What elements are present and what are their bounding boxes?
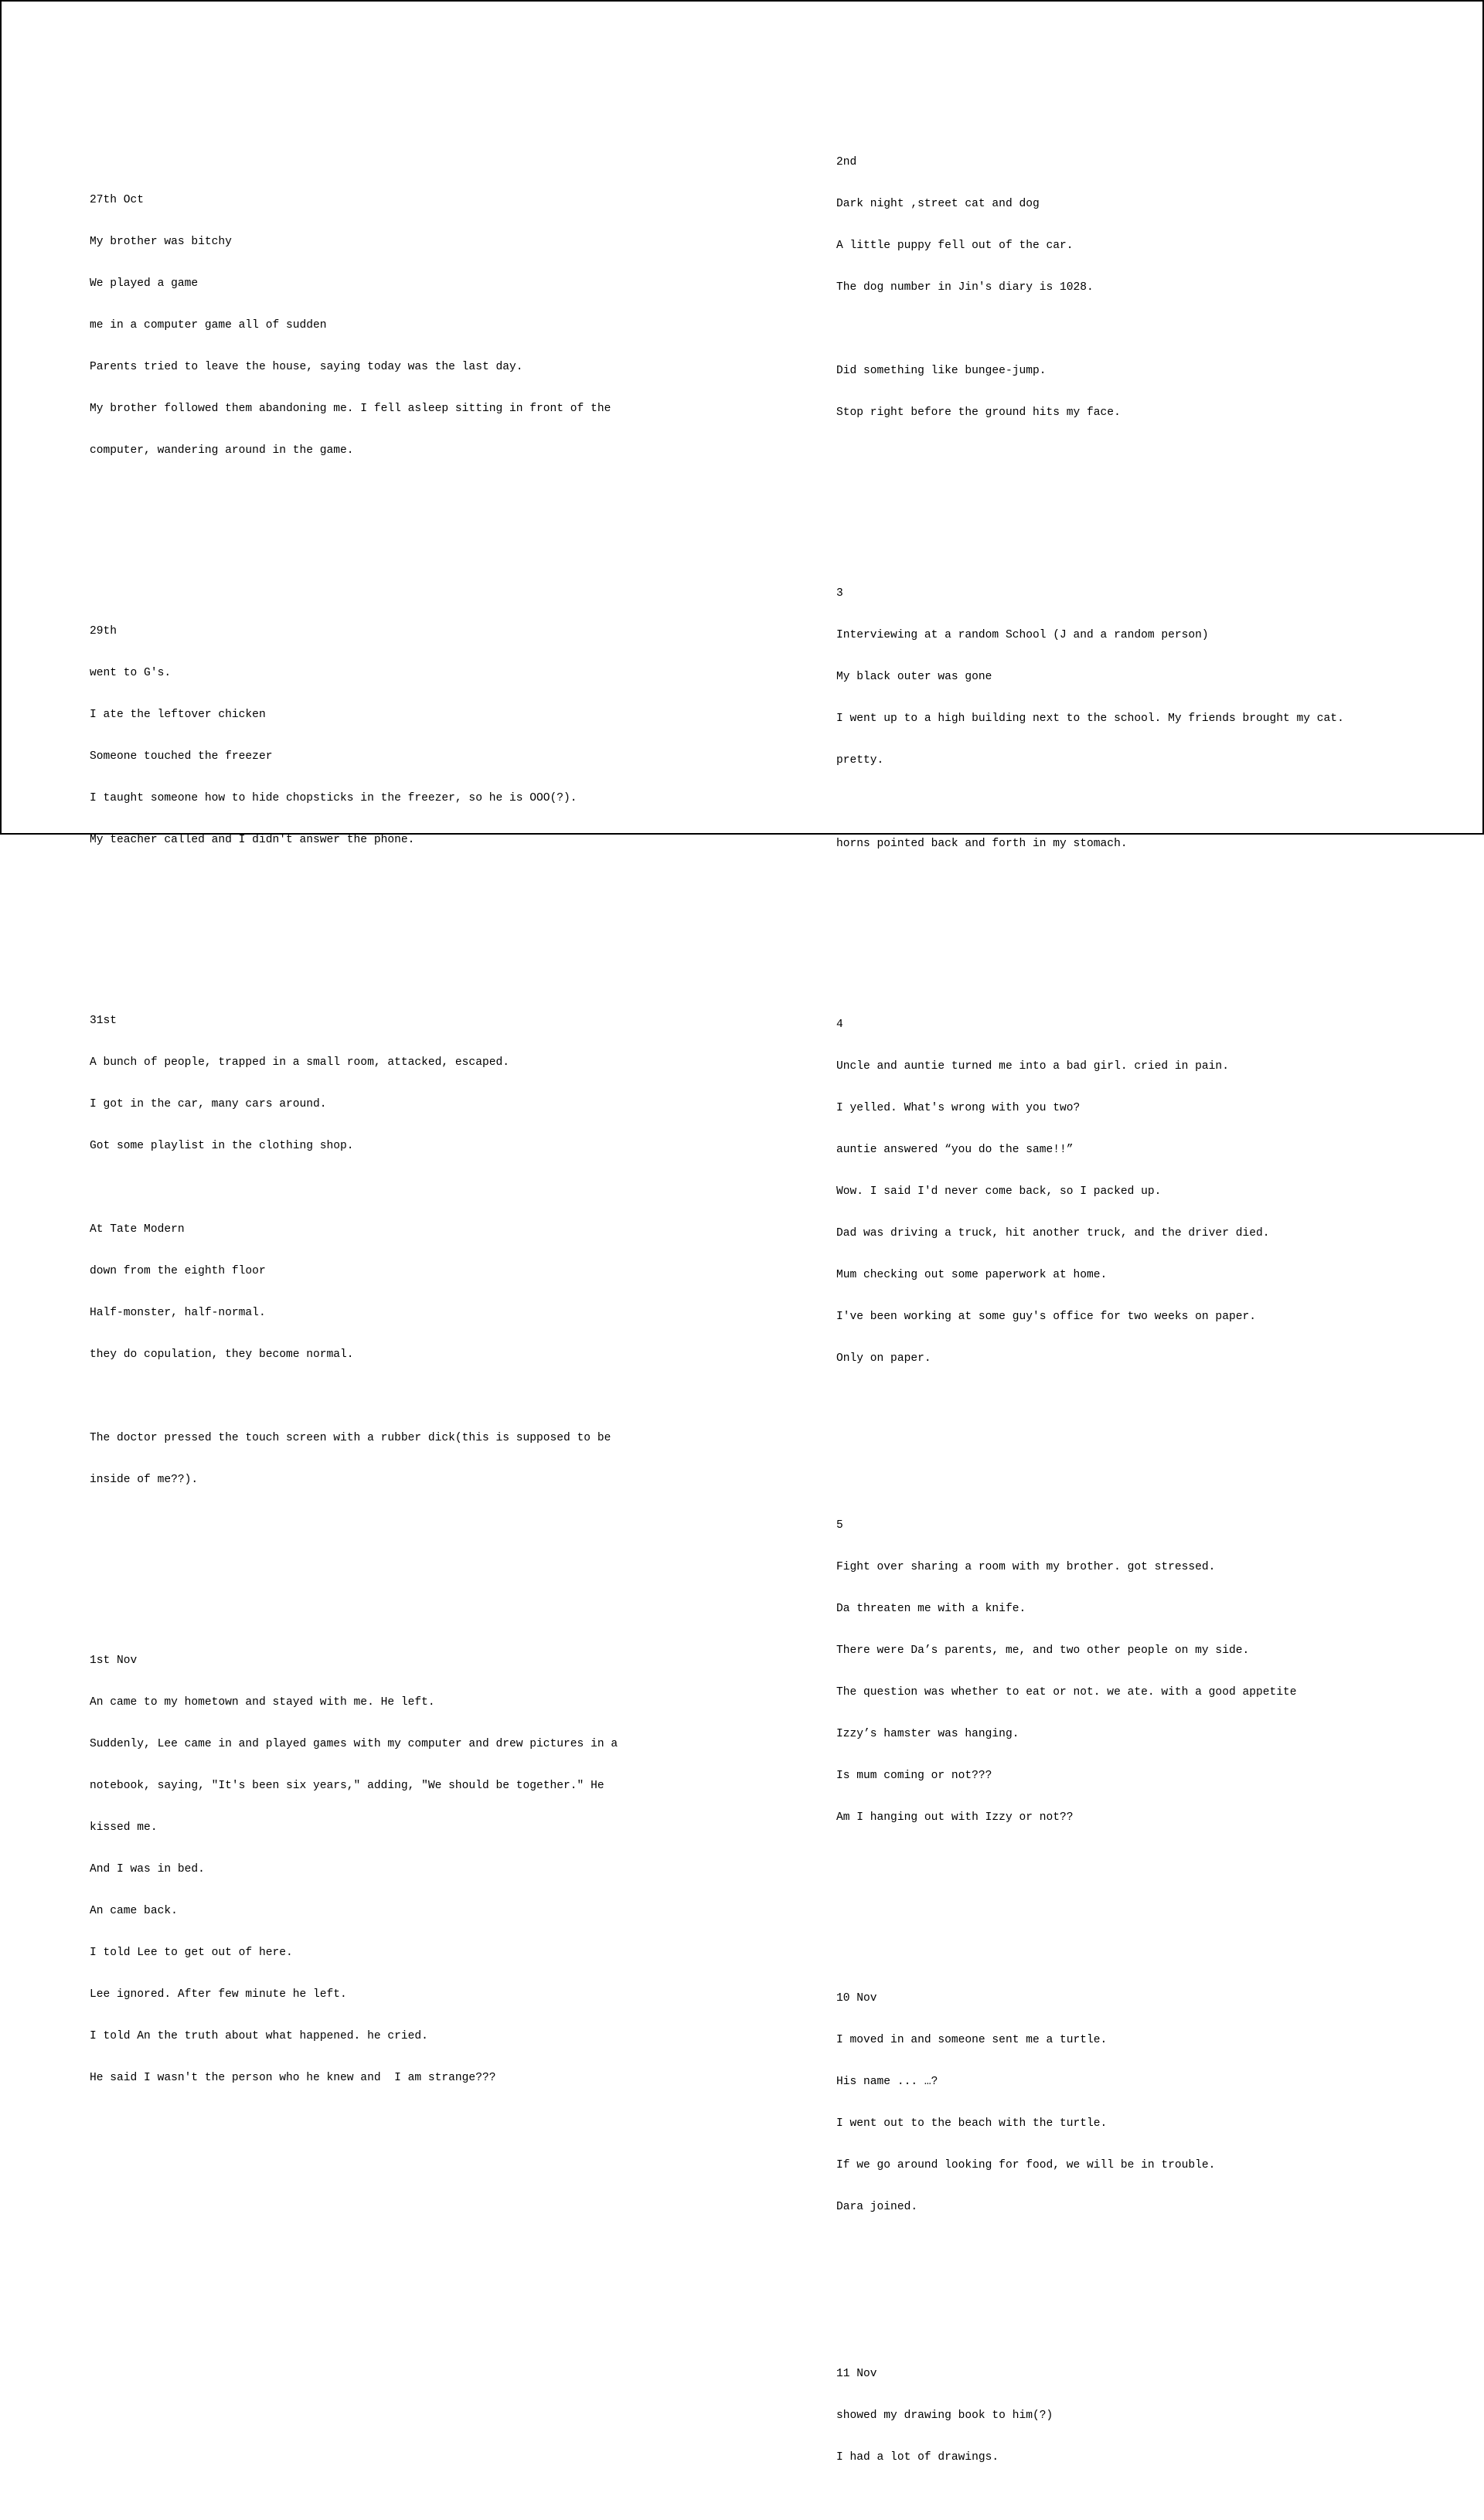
entry-line: down from the eighth floor [90, 1265, 266, 1277]
diary-entry-3 [836, 559, 1455, 879]
entry-line: Dad was driving a truck, hit another truck, and the driver died. [836, 1227, 1270, 1240]
entry-line: Stop right before the ground hits my face. [836, 406, 1121, 419]
entry-date: 1st Nov [90, 1654, 138, 1667]
entry-line: computer, wandering around in the game. [90, 444, 354, 457]
entry-line: My black outer was gone [836, 671, 992, 683]
entry-line: Da threaten me with a knife. [836, 1603, 1026, 1615]
entry-line: I taught someone how to hide chopsticks in the freezer, so he is OOO(?). [90, 792, 577, 804]
entry-line: Suddenly, Lee came in and played games with my computer and drew pictures in a [90, 1738, 618, 1750]
entry-line: Got some playlist in the clothing shop. [90, 1140, 354, 1152]
entry-line: Wow. I said I'd never come back, so I packed up. [836, 1185, 1162, 1198]
entry-line: A bunch of people, trapped in a small room, attacked, escaped. [90, 1056, 509, 1069]
diary-entry-1st-nov [90, 1626, 662, 2113]
entry-line: Did something like bungee-jump. [836, 365, 1047, 377]
entry-line: Dara joined. [836, 2201, 918, 2213]
entry-line: The doctor pressed the touch screen with a rubber dick(this is supposed to be [90, 1432, 611, 1444]
entry-line: Interviewing at a random School (J and a random person) [836, 629, 1209, 641]
entry-line: There were Da’s parents, me, and two other people on my side. [836, 1644, 1250, 1657]
entry-line: Is mum coming or not??? [836, 1770, 992, 1782]
entry-line: Dark night ,street cat and dog [836, 198, 1040, 210]
diary-entry-27th-oct [90, 165, 662, 485]
entry-date: 27th Oct [90, 194, 145, 206]
diary-entry-31st [90, 986, 662, 1515]
entry-line: I had a lot of drawings. [836, 2451, 999, 2464]
entry-date: 29th [90, 625, 117, 638]
entry-date: 11 Nov [836, 2368, 877, 2380]
entry-date: 10 Nov [836, 1992, 877, 2005]
entry-date: 31st [90, 1015, 117, 1027]
diary-entry-10-nov [836, 1964, 1455, 2242]
diary-entry-11-nov [836, 2339, 1455, 2492]
entry-line: Lee ignored. After few minute he left. [90, 1988, 347, 2001]
entry-line: I moved in and someone sent me a turtle. [836, 2034, 1108, 2046]
entry-line: The dog number in Jin's diary is 1028. [836, 281, 1094, 294]
entry-line: me in a computer game all of sudden [90, 319, 327, 332]
entry-line: The question was whether to eat or not. we ate. with a good appetite [836, 1686, 1297, 1699]
entry-line: My brother was bitchy [90, 236, 232, 248]
entry-line: Parents tried to leave the house, saying today was the last day. [90, 361, 523, 373]
entry-line: Only on paper. [836, 1352, 931, 1365]
diary-entry-29th [90, 597, 662, 875]
entry-line: An came back. [90, 1905, 178, 1917]
entry-line: notebook, saying, "It's been six years," adding, "We should be together." He [90, 1780, 604, 1792]
entry-date: 5 [836, 1519, 843, 1532]
entry-line: I yelled. What's wrong with you two? [836, 1102, 1081, 1114]
entry-line: An came to my hometown and stayed with me. He left. [90, 1696, 435, 1709]
entry-line: went to G's. [90, 667, 172, 679]
entry-line: He said I wasn't the person who he knew and I am strange??? [90, 2072, 496, 2084]
entry-line: My teacher called and I didn't answer the phone. [90, 834, 415, 846]
entry-line: We played a game [90, 277, 199, 290]
entry-line: Mum checking out some paperwork at home. [836, 1269, 1108, 1281]
diary-entry-2nd [836, 128, 1455, 447]
entry-line: I went up to a high building next to the school. My friends brought my cat. [836, 712, 1344, 725]
entry-line: Am I hanging out with Izzy or not?? [836, 1811, 1074, 1824]
entry-line: Izzy’s hamster was hanging. [836, 1728, 1019, 1740]
entry-line: I got in the car, many cars around. [90, 1098, 327, 1110]
entry-line: I told An the truth about what happened. he cried. [90, 2030, 428, 2042]
entry-line: I've been working at some guy's office for two weeks on paper. [836, 1311, 1256, 1323]
entry-line: And I was in bed. [90, 1863, 205, 1876]
entry-line: I went out to the beach with the turtle. [836, 2117, 1108, 2130]
entry-line: His name ... …? [836, 2076, 938, 2088]
diary-entry-5 [836, 1491, 1455, 1852]
entry-line: showed my drawing book to him(?) [836, 2409, 1053, 2422]
entry-line: A little puppy fell out of the car. [836, 240, 1074, 252]
entry-line: I told Lee to get out of here. [90, 1947, 293, 1959]
entry-line: At Tate Modern [90, 1223, 185, 1236]
left-column [90, 110, 662, 2141]
entry-line: kissed me. [90, 1821, 158, 1834]
entry-line: auntie answered “you do the same!!” [836, 1144, 1074, 1156]
right-column [836, 72, 1455, 2520]
entry-line: inside of me??). [90, 1474, 199, 1486]
entry-line: pretty. [836, 754, 884, 767]
entry-line: Uncle and auntie turned me into a bad girl. cried in pain. [836, 1060, 1229, 1073]
entry-line: I ate the leftover chicken [90, 709, 266, 721]
entry-line: Half-monster, half-normal. [90, 1307, 266, 1319]
entry-date: 2nd [836, 156, 857, 168]
entry-line: they do copulation, they become normal. [90, 1348, 354, 1361]
entry-line: horns pointed back and forth in my stomach. [836, 838, 1128, 850]
entry-date: 4 [836, 1019, 843, 1031]
entry-line: Fight over sharing a room with my brother. got stressed. [836, 1561, 1216, 1573]
entry-line: Someone touched the freezer [90, 750, 273, 763]
entry-line: If we go around looking for food, we will be in trouble. [836, 2159, 1216, 2171]
entry-line: My brother followed them abandoning me. I fell asleep sitting in front of the [90, 403, 611, 415]
diary-entry-4 [836, 990, 1455, 1393]
entry-date: 3 [836, 587, 843, 600]
